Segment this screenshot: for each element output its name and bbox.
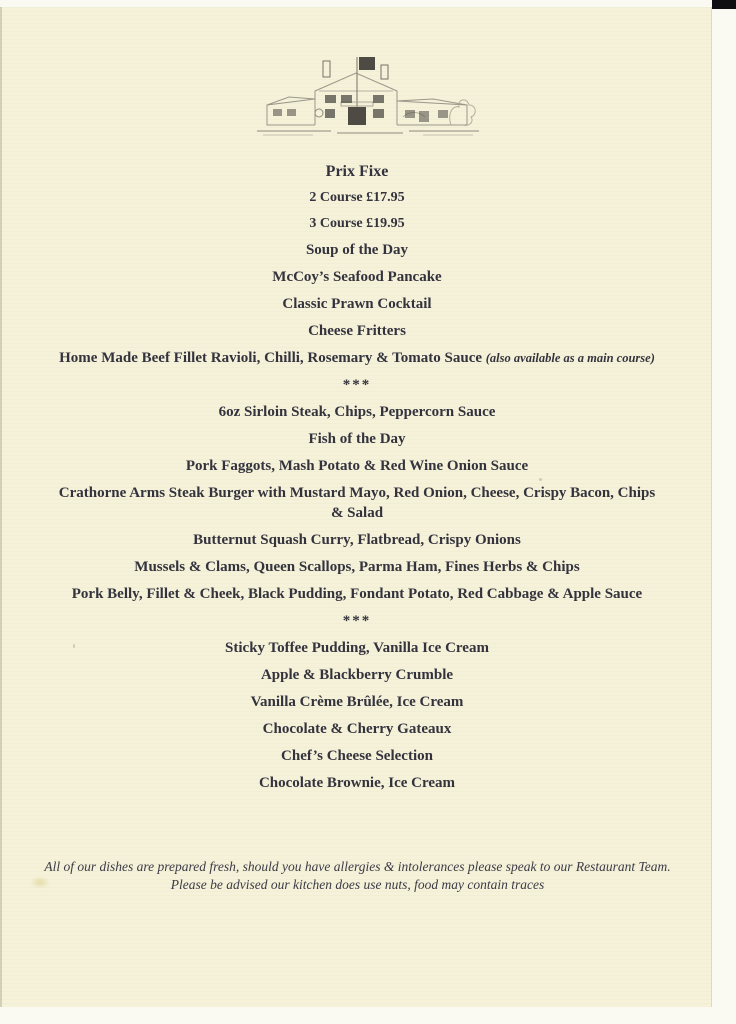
menu-item: [57, 456, 657, 476]
menu-item: [57, 348, 657, 368]
menu-item: [57, 692, 657, 712]
menu-item: [57, 267, 657, 287]
price-3-course: 3 Course £19.95: [309, 216, 405, 231]
paper-smudge: [30, 876, 50, 889]
menu-item-text: Butternut Squash Curry, Flatbread, Crispy Onions: [193, 532, 521, 548]
menu-item-text: 6oz Sirloin Steak, Chips, Peppercorn Sauce: [218, 404, 496, 420]
menu-item-text: Chef’s Cheese Selection: [281, 748, 433, 764]
menu-item: [57, 240, 657, 260]
allergy-notice: [30, 858, 685, 894]
menu-item-text: Apple & Blackberry Crumble: [260, 667, 454, 683]
pub-building-illustration: [253, 55, 483, 140]
menu-item-text: McCoy’s Seafood Pancake: [272, 269, 442, 285]
menu-item-text: Mussels & Clams, Queen Scallops, Parma Ham, Fines Herbs & Chips: [134, 559, 580, 575]
menu-item: [57, 719, 657, 739]
menu-item: [57, 773, 657, 793]
starters-section: [57, 240, 657, 395]
menu-item: [57, 483, 657, 523]
menu-title: Prix Fixe: [325, 163, 389, 180]
menu-item-text: Home Made Beef Fillet Ravioli, Chilli, Rosemary & Tomato Sauce: [59, 350, 483, 366]
course-separator: ***: [342, 613, 372, 629]
menu-item: [57, 746, 657, 766]
menu-item-text: Chocolate Brownie, Ice Cream: [258, 775, 456, 791]
allergy-notice-line1: All of our dishes are prepared fresh, should you have allergies & intolerances please speak to our Restaurant Team.: [44, 859, 671, 874]
menu-item-note: (also available as a main course): [485, 351, 655, 365]
menu-item-text: Pork Belly, Fillet & Cheek, Black Pudding, Fondant Potato, Red Cabbage & Apple Sauce: [71, 586, 643, 602]
menu-item: [57, 530, 657, 550]
menu-item: [57, 665, 657, 685]
menu-item-text: Chocolate & Cherry Gateaux: [262, 721, 452, 737]
menu-item: [57, 294, 657, 314]
menu-item-text: Cheese Fritters: [308, 323, 406, 339]
mains-section: [57, 402, 657, 631]
scan-corner-mark: [712, 0, 736, 9]
menu-item-text: Pork Faggots, Mash Potato & Red Wine Onion Sauce: [185, 458, 529, 474]
menu-item: [57, 402, 657, 422]
menu-item-text: Fish of the Day: [308, 431, 406, 447]
menu-item: [57, 429, 657, 449]
menu-item-text: Crathorne Arms Steak Burger with Mustard Mayo, Red Onion, Cheese, Crispy Bacon, Chips & Salad: [58, 485, 656, 521]
menu-item-text: Vanilla Crème Brûlée, Ice Cream: [250, 694, 464, 710]
desserts-section: [57, 638, 657, 793]
menu-item-text: Classic Prawn Cocktail: [282, 296, 432, 312]
price-2-course: 2 Course £17.95: [309, 190, 405, 205]
menu-item: [57, 638, 657, 658]
menu-item: [57, 321, 657, 341]
menu-item-text: Sticky Toffee Pudding, Vanilla Ice Cream: [225, 640, 489, 656]
menu-body: [57, 162, 657, 800]
scan-speck: [73, 644, 75, 648]
menu-item-text: Soup of the Day: [305, 242, 409, 258]
scan-speck: [539, 478, 542, 481]
menu-item: [57, 584, 657, 604]
allergy-notice-line2: Please be advised our kitchen does use nuts, food may contain traces: [170, 877, 545, 892]
course-separator: ***: [342, 377, 372, 393]
menu-item: [57, 557, 657, 577]
